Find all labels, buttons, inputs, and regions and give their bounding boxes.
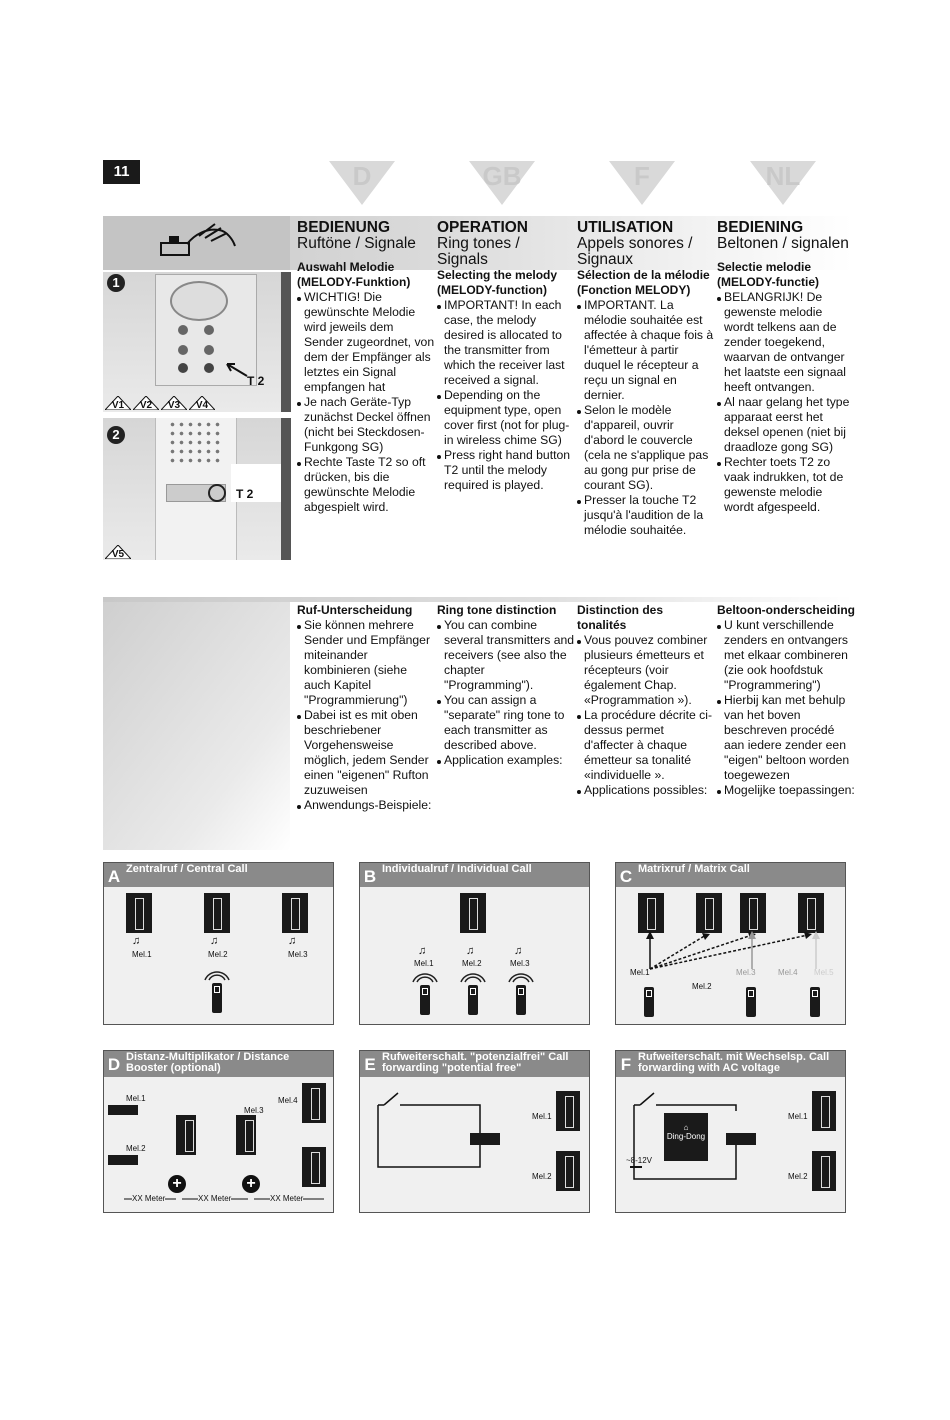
plus-icon: +	[168, 1175, 186, 1193]
hand-press-icon	[103, 216, 290, 270]
receiver-unit	[126, 893, 152, 933]
music-note-icon: ♫	[288, 935, 297, 947]
melody-label: Mel.2	[532, 1172, 552, 1181]
list-item: Je nach Geräte-Typ zunächst Deckel öffnen (nicht bei Steckdosen-Funkgong SG)	[297, 395, 435, 455]
transmitter	[726, 1133, 756, 1145]
hand-icon-panel	[103, 216, 290, 270]
device-photo-1	[103, 272, 291, 412]
transmitter	[746, 987, 756, 1017]
diagram-title: Rufweiterschalt. "potenzialfrei" Call forwarding "potential free"	[360, 1051, 589, 1077]
column-title: OPERATION	[437, 219, 528, 236]
signal-waves-icon	[460, 969, 486, 983]
signal-waves-icon	[204, 967, 230, 981]
list-item: Depending on the equipment type, open cover first (not for plug-in wireless chime SG)	[437, 388, 575, 448]
receiver-unit	[696, 893, 722, 933]
column-nl	[717, 219, 855, 515]
list-item: Applications possibles:	[577, 783, 715, 798]
receiver-unit	[638, 893, 664, 933]
melody-label: Mel.1	[788, 1112, 808, 1121]
diagram-title: Rufweiterschalt. mit Wechselsp. Call forwarding with AC voltage	[616, 1051, 845, 1077]
list-item: You can assign a "separate" ring tone to each transmitter as described above.	[437, 693, 575, 753]
bell-icon: ⌂	[683, 1123, 689, 1132]
transmitter	[108, 1105, 138, 1115]
distance-label: XX Meter	[198, 1194, 232, 1203]
melody-label: Mel.1	[630, 968, 650, 977]
t2-label: T 2	[236, 487, 254, 501]
v-badge: V1	[105, 396, 131, 410]
diagram-f	[615, 1050, 846, 1213]
signal-waves-icon	[508, 969, 534, 983]
voltage-label: ~8-12V	[626, 1156, 653, 1165]
melody-label: Mel.3	[510, 959, 530, 968]
list-item: Dabei ist es mit oben beschriebener Vorgehensweise möglich, jedem Sender einen "eigenen" Rufton zuzuweisen	[297, 708, 435, 798]
transmitter	[420, 985, 430, 1015]
melody-label: Mel.5	[814, 968, 834, 977]
column-f-2	[577, 603, 715, 798]
diagram-letter: F	[616, 1055, 636, 1075]
signal-waves-icon	[412, 969, 438, 983]
list-item: Hierbij kan met behulp van het boven beschreven procédé aan iedere zender een "eigen" beltoon worden toegewezen	[717, 693, 855, 783]
music-note-icon: ♫	[514, 945, 523, 957]
column-heading: Ring tone distinction	[437, 603, 557, 617]
melody-label: Mel.1	[532, 1112, 552, 1121]
list-item: Sie können mehrere Sender und Empfänger miteinander kombinieren (siehe auch Kapitel "Programmierung")	[297, 618, 435, 708]
receiver-unit	[556, 1091, 580, 1131]
melody-label: Mel.4	[278, 1096, 298, 1105]
diagram-b	[359, 862, 590, 1025]
column-title: BEDIENUNG	[297, 219, 391, 236]
page-number: 11	[103, 160, 140, 184]
transmitter	[644, 987, 654, 1017]
column-heading: Sélection de la mélodie (Fonction MELODY)	[577, 268, 710, 297]
diagram-title: Distanz-Multiplikator / Distance Booster (optional)	[104, 1051, 333, 1077]
list-item: Anwendungs-Beispiele:	[297, 798, 435, 813]
column-subtitle: Beltonen / signalen	[717, 235, 849, 252]
list-item: Selon le modèle d'appareil, ouvrir d'abord le couvercle (cela ne s'applique pas au gong pur prise de courant SG).	[577, 403, 715, 493]
list-item: IMPORTANT. La mélodie souhaitée est affectée à chaque fois à l'émetteur à partir duquel le récepteur a reçu un signal en dernier.	[577, 298, 715, 403]
melody-label: Mel.2	[126, 1144, 146, 1153]
list-item: You can combine several transmitters and receivers (see also the chapter "Programming").	[437, 618, 575, 693]
list-item: WICHTIG! Die gewünschte Melodie wird jeweils dem Sender zugeordnet, von dem der Empfänger als letztes ein Signal empfangen hat	[297, 290, 435, 395]
receiver-unit	[302, 1147, 326, 1187]
receiver-unit	[460, 893, 486, 933]
transmitter	[108, 1155, 138, 1165]
v-badge: V3	[161, 396, 187, 410]
column-heading: Selectie melodie (MELODY-functie)	[717, 260, 819, 289]
diagram-title: Individualruf / Individual Call	[360, 863, 589, 887]
list-item: Mogelijke toepassingen:	[717, 783, 855, 798]
column-nl-2	[717, 603, 855, 798]
matrix-arrows	[616, 929, 845, 979]
transmitter	[810, 987, 820, 1017]
melody-label: Mel.2	[788, 1172, 808, 1181]
diagram-letter: B	[360, 867, 380, 887]
list-item: BELANGRIJK! De gewenste melodie wordt telkens aan de zender toegekend, waarvan de ontvanger het laatste een signaal heeft ontvangen.	[717, 290, 855, 395]
v-badge: V5	[105, 545, 131, 559]
melody-label: Mel.3	[736, 968, 756, 977]
transmitter	[468, 985, 478, 1015]
list-item: Press right hand button T2 until the melody required is played.	[437, 448, 575, 493]
list-item: Rechter toets T2 zo vaak indrukken, tot de gewenste melodie wordt afgespeeld.	[717, 455, 855, 515]
music-note-icon: ♫	[132, 935, 141, 947]
column-gb	[437, 219, 575, 493]
column-heading: Ruf-Unterscheidung	[297, 603, 413, 617]
receiver-unit	[282, 893, 308, 933]
music-note-icon: ♫	[418, 945, 427, 957]
column-subtitle: Ruftöne / Signale	[297, 235, 416, 252]
list-item: Application examples:	[437, 753, 575, 768]
diagram-title: Matrixruf / Matrix Call	[616, 863, 845, 887]
list-item: Rechte Taste T2 so oft drücken, bis die gewünschte Melodie abgespielt wird.	[297, 455, 435, 515]
column-title: BEDIENING	[717, 219, 804, 236]
column-d	[297, 219, 435, 515]
music-note-icon: ♫	[210, 935, 219, 947]
column-title: UTILISATION	[577, 219, 674, 236]
column-subtitle: Ring tones / Signals	[437, 235, 520, 268]
diagram-e	[359, 1050, 590, 1213]
receiver-unit	[204, 893, 230, 933]
device-photo-2	[103, 418, 291, 560]
column-f	[577, 219, 715, 538]
diagram-a	[103, 862, 334, 1025]
column-d-2	[297, 603, 435, 813]
list-item: IMPORTANT! In each case, the melody desired is allocated to the transmitter from which the receiver last received a signal.	[437, 298, 575, 388]
list-item: U kunt verschillende zenders en ontvangers met elkaar combineren (zie ook hoofdstuk "Programmering")	[717, 618, 855, 693]
diagram-d	[103, 1050, 334, 1213]
diagram-letter: A	[104, 867, 124, 887]
lang-tab-nl: NL	[750, 161, 816, 205]
receiver-unit	[812, 1151, 836, 1191]
v-badge: V4	[189, 396, 215, 410]
melody-label: Mel.4	[778, 968, 798, 977]
transmitter	[516, 985, 526, 1015]
lang-tab-gb: GB	[469, 161, 535, 205]
distance-label: XX Meter	[132, 1194, 166, 1203]
transmitter	[212, 983, 222, 1013]
diagram-c	[615, 862, 846, 1025]
v-badge: V2	[133, 396, 159, 410]
melody-label: Mel.3	[244, 1106, 264, 1115]
column-subtitle: Appels sonores / Signaux	[577, 235, 693, 268]
diagram-letter: C	[616, 867, 636, 887]
diagram-letter: E	[360, 1055, 380, 1075]
melody-label: Mel.2	[462, 959, 482, 968]
gray-panel	[103, 602, 290, 850]
lang-tab-f: F	[609, 161, 675, 205]
step-number: 2	[107, 426, 125, 444]
distance-label: XX Meter	[270, 1194, 304, 1203]
booster-unit	[176, 1115, 196, 1155]
t2-label: T 2	[247, 374, 265, 388]
list-item: Presser la touche T2 jusqu'à l'audition de la mélodie souhaitée.	[577, 493, 715, 538]
list-item: La procédure décrite ci-dessus permet d'affecter à chaque émetteur sa tonalité «individuelle ».	[577, 708, 715, 783]
lang-tab-d: D	[329, 161, 395, 205]
melody-label: Mel.1	[414, 959, 434, 968]
melody-label: Mel.1	[132, 950, 152, 959]
column-heading: Selecting the melody (MELODY-function)	[437, 268, 558, 297]
music-note-icon: ♫	[466, 945, 475, 957]
melody-label: Mel.1	[126, 1094, 146, 1103]
list-item: Al naar gelang het type apparaat eerst het deksel openen (niet bij draadloze gong SG)	[717, 395, 855, 455]
plus-icon: +	[242, 1175, 260, 1193]
list-item: Vous pouvez combiner plusieurs émetteurs et récepteurs (voir également Chap. «Programmation »).	[577, 633, 715, 708]
receiver-unit	[812, 1091, 836, 1131]
transmitter	[470, 1133, 500, 1145]
chime-label: Ding-Dong	[666, 1132, 706, 1141]
receiver-unit	[740, 893, 766, 933]
melody-label: Mel.2	[208, 950, 228, 959]
receiver-unit	[798, 893, 824, 933]
diagram-letter: D	[104, 1055, 124, 1075]
step-number: 1	[107, 274, 125, 292]
melody-label: Mel.2	[692, 982, 712, 991]
receiver-unit	[302, 1083, 326, 1123]
diagram-title: Zentralruf / Central Call	[104, 863, 333, 887]
melody-label: Mel.3	[288, 950, 308, 959]
chime-housing	[155, 418, 237, 560]
column-heading: Beltoon-onderscheiding	[717, 603, 855, 617]
ding-dong-chime	[664, 1113, 708, 1161]
column-heading: Auswahl Melodie (MELODY-Funktion)	[297, 260, 411, 289]
receiver-unit	[556, 1151, 580, 1191]
booster-unit	[236, 1115, 256, 1155]
column-gb-2	[437, 603, 575, 768]
column-heading: Distinction des tonalités	[577, 603, 664, 632]
